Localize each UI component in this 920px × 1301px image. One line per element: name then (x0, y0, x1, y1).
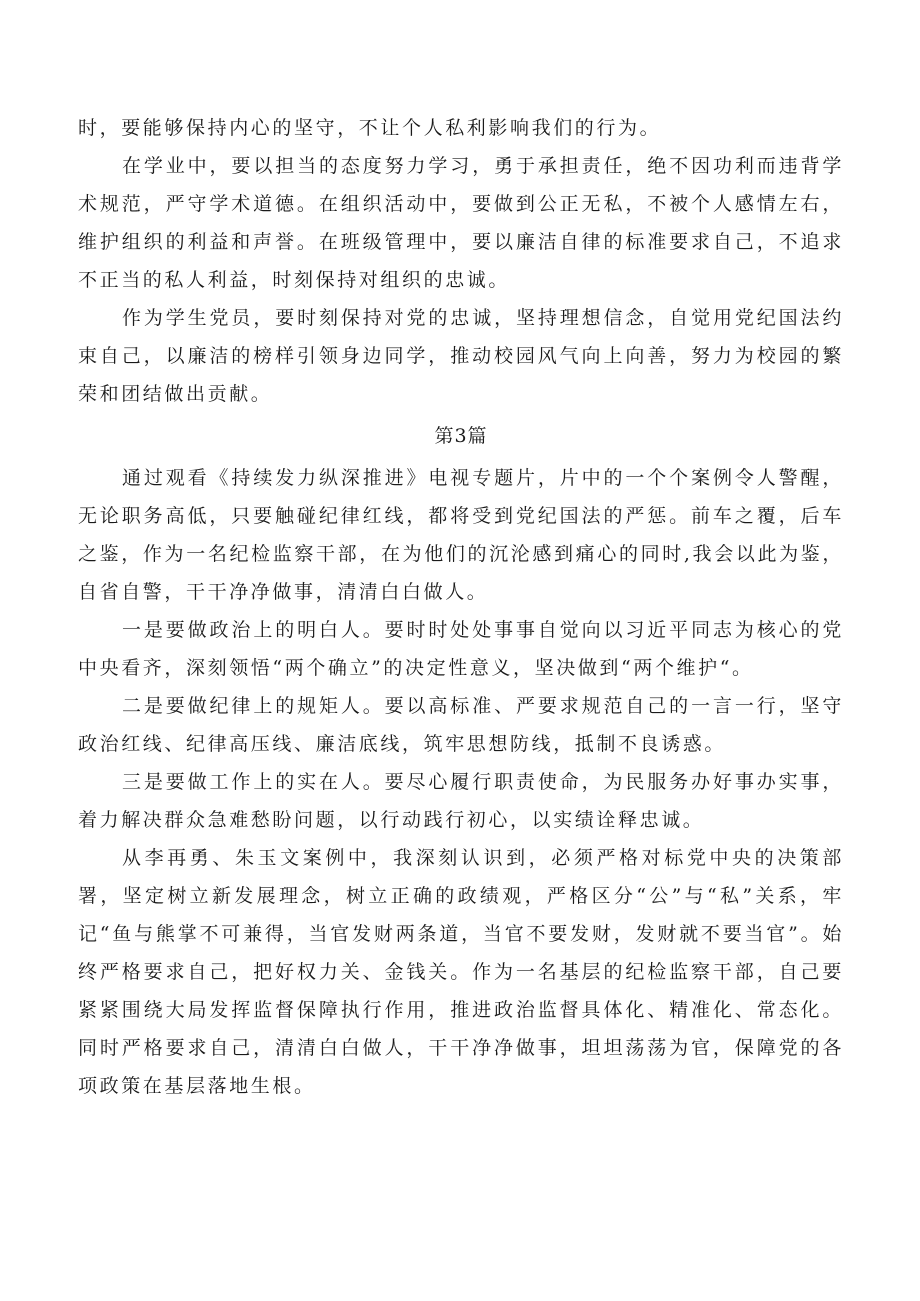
paragraph-practical-work: 三是要做工作上的实在人。要尽心履行职责使命，为民服务办好事办实事，着力解决群众急难愁盼问题，以行动践行初心，以实绩诠释忠诚。 (78, 771, 844, 831)
paragraph-discipline: 二是要做纪律上的规矩人。要以高标准、严要求规范自己的一言一行，坚守政治红线、纪律高压线、廉洁底线，筑牢思想防线，抵制不良诱惑。 (78, 695, 844, 755)
paragraph-continuation: 时，要能够保持内心的坚守，不让个人私利影响我们的行为。 (78, 117, 662, 139)
paragraph-case-lessons: 从李再勇、朱玉文案例中，我深刻认识到，必须严格对标党中央的决策部署，坚定树立新发展理念，树立正确的政绩观，严格区分“公”与“私”关系，牢记“鱼与熊掌不可兼得，当官发财两条道，当官不要发财，发财就不要当官”。始终严格要求自己，把好权力关、金钱关。作为一名基层的纪检监察干部，自己要紧紧围绕大局发挥监督保障执行作用，推进政治监督具体化、精准化、常态化。同时严格要求自己，清清白白做人，干干净净做事，坦坦荡荡为官，保障党的各项政策在基层落地生根。 (78, 847, 844, 1097)
document-body (78, 109, 844, 1105)
paragraph-political-clarity: 一是要做政治上的明白人。要时时处处事事自觉向以习近平同志为核心的党中央看齐，深刻领悟“两个确立”的决定性意义，坚决做到“两个维护“。 (78, 619, 844, 679)
paragraph-student-party-member: 作为学生党员，要时刻保持对党的忠诚，坚持理想信念，自觉用党纪国法约束自己，以廉洁的榜样引领身边同学，推动校园风气向上向善，努力为校园的繁荣和团结做出贡献。 (78, 307, 844, 405)
section-heading: 第3篇 (434, 425, 488, 447)
paragraph-academic-conduct: 在学业中，要以担当的态度努力学习，勇于承担责任，绝不因功利而违背学术规范，严守学术道德。在组织活动中，要做到公正无私，不被个人感情左右，维护组织的利益和声誉。在班级管理中，要以廉洁自律的标准要求自己，不追求不正当的私人利益，时刻保持对组织的忠诚。 (78, 155, 844, 291)
paragraph-documentary-reflection: 通过观看《持续发力纵深推进》电视专题片，片中的一个个案例令人警醒，无论职务高低，只要触碰纪律红线，都将受到党纪国法的严惩。前车之覆，后车之鉴，作为一名纪检监察干部，在为他们的沉沦感到痛心的同时,我会以此为鉴，自省自警，干干净净做事，清清白白做人。 (78, 467, 844, 603)
